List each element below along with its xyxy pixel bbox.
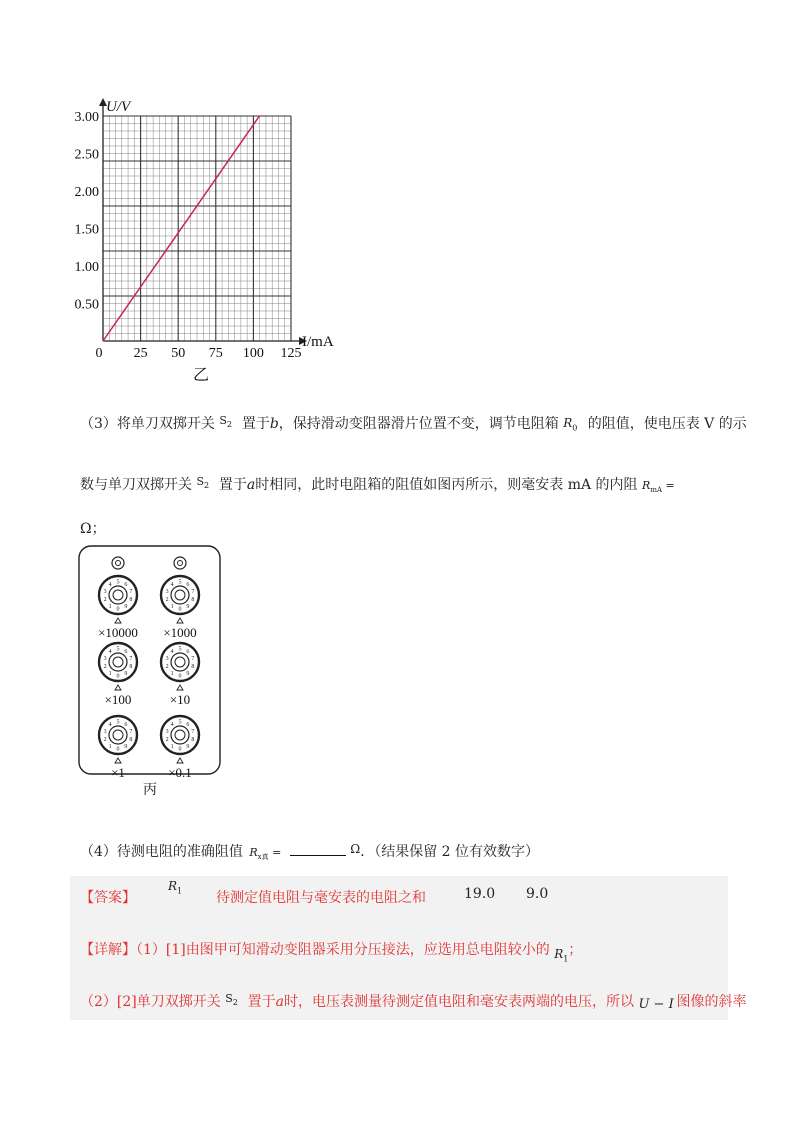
dial-digit: 2 xyxy=(165,737,169,744)
dial-digit: 2 xyxy=(103,737,107,744)
answer-text: 待测定值电阻与毫安表的电阻之和 xyxy=(216,890,426,906)
u-i-graph xyxy=(0,0,800,400)
dial-digit: 4 xyxy=(170,649,174,656)
dial-digit: 3 xyxy=(103,728,107,735)
rx-symbol: $R_{x真}$ = xyxy=(249,846,282,862)
graph-caption: 乙 xyxy=(193,367,210,384)
answer-value-2: 9.0 xyxy=(526,886,549,902)
dial-digit: 0 xyxy=(116,746,120,753)
dial-digit: 3 xyxy=(165,588,169,595)
answer-value-1: 19.0 xyxy=(464,886,496,902)
y-tick-label: 3.00 xyxy=(74,110,99,125)
y-tick-label: 2.00 xyxy=(74,185,99,200)
q3-line3: Ω； xyxy=(80,521,106,537)
dial-digit: 5 xyxy=(116,719,120,726)
dial-digit: 6 xyxy=(124,649,128,656)
dial-digit: 6 xyxy=(186,649,190,656)
dial-digit: 5 xyxy=(178,646,182,653)
dial-digit: 9 xyxy=(186,743,190,750)
q3-line1: （3）将单刀双掷开关 $S_2$ 置于b，保持滑动变阻器滑片位置不变，调节电阻箱 $R_0$ 的阻值，使电压表 V 的示 xyxy=(80,415,747,433)
dial-digit: 5 xyxy=(116,646,120,653)
answer-r1: $R_1$ xyxy=(168,879,183,896)
dial-digit: 1 xyxy=(170,743,174,750)
dial-digit: 1 xyxy=(108,603,112,610)
dial-digit: 4 xyxy=(108,582,112,589)
answer-blank[interactable] xyxy=(290,841,346,856)
dial-digit: 9 xyxy=(124,603,128,610)
dial-digit: 8 xyxy=(129,737,133,744)
dial-digit: 4 xyxy=(170,582,174,589)
dial-multiplier-label: ×100 xyxy=(104,692,132,707)
resistance-box xyxy=(70,540,230,802)
dial-digit: 1 xyxy=(170,603,174,610)
x-tick-label: 0 xyxy=(95,346,103,361)
dial-digit: 9 xyxy=(186,603,190,610)
dial-digit: 1 xyxy=(108,670,112,677)
dial-digit: 7 xyxy=(191,655,195,662)
dial-digit: 3 xyxy=(165,655,169,662)
x-tick-label: 125 xyxy=(280,346,302,361)
resistance-box-caption: 丙 xyxy=(143,783,157,798)
dial-digit: 0 xyxy=(178,673,182,680)
minor-grid xyxy=(103,116,291,341)
dial xyxy=(98,576,138,640)
dial xyxy=(161,576,199,640)
y-axis-label: U/V xyxy=(106,99,131,115)
detail-ui: U − I xyxy=(638,997,674,1012)
dial-digit: 7 xyxy=(191,588,195,595)
dial-digit: 4 xyxy=(108,722,112,729)
dial-digit: 7 xyxy=(129,655,133,662)
dial-digit: 0 xyxy=(178,746,182,753)
x-tick-label: 100 xyxy=(242,346,264,361)
x-tick-label: 50 xyxy=(171,346,186,361)
detail-line2: （2）[2]单刀双掷开关 $S_2$ 置于a时，电压表测量待测定值电阻和毫安表两端的电压，所以 U − I 图像的斜率 xyxy=(80,992,747,1012)
dial-digit: 7 xyxy=(191,728,195,735)
dial-digit: 4 xyxy=(170,722,174,729)
rma-symbol: $R_{mA}$ = xyxy=(642,479,675,495)
dial-digit: 2 xyxy=(103,664,107,671)
dial-digit: 2 xyxy=(165,597,169,604)
dial-digit: 9 xyxy=(186,670,190,677)
detail-r1: $R_1$ xyxy=(554,947,569,964)
dial-multiplier-label: ×10000 xyxy=(98,625,138,640)
dial-digit: 4 xyxy=(108,649,112,656)
y-tick-label: 1.50 xyxy=(74,222,99,238)
dial-digit: 6 xyxy=(186,722,190,729)
dial-digit: 3 xyxy=(103,588,107,595)
dial-digit: 8 xyxy=(191,664,195,671)
detail-line1: 【详解】（1）[1]由图甲可知滑动变阻器采用分压接法，应选用总电阻较小的 $R_1$ ； xyxy=(80,941,582,959)
x-axis-label: I/mA xyxy=(302,334,334,350)
s2-symbol-2: $S_2$ xyxy=(196,475,210,491)
q3-line2: 数与单刀双掷开关 $S_2$ 置于a时相同，此时电阻箱的阻值如图丙所示，则毫安表 mA 的内阻 $R_{mA}$ = xyxy=(80,476,686,494)
dial-digit: 2 xyxy=(103,597,107,604)
dial-digit: 7 xyxy=(129,728,133,735)
dial-digit: 6 xyxy=(124,722,128,729)
x-tick-label: 25 xyxy=(133,346,148,361)
y-tick-label: 1.00 xyxy=(74,260,99,275)
dial-multiplier-label: ×1 xyxy=(111,765,125,780)
dial-digit: 1 xyxy=(108,743,112,750)
dial-digit: 0 xyxy=(116,606,120,613)
dial-digit: 8 xyxy=(191,597,195,604)
s2-symbol: $S_2$ xyxy=(219,414,233,430)
dial-digit: 8 xyxy=(191,737,195,744)
dial xyxy=(99,643,137,707)
answer-label: 【答案】 xyxy=(80,890,136,906)
dial-digit: 8 xyxy=(129,664,133,671)
y-tick-label: 2.50 xyxy=(74,147,99,163)
dial-digit: 1 xyxy=(170,670,174,677)
dial-digit: 5 xyxy=(178,579,182,586)
r0-symbol: $R_0$ xyxy=(563,416,578,433)
dial-digit: 2 xyxy=(165,664,169,671)
tick-labels xyxy=(75,110,302,361)
dial-digit: 5 xyxy=(116,579,120,586)
dial-multiplier-label: ×10 xyxy=(169,692,191,707)
detail-s2: $S_2$ xyxy=(225,992,238,1008)
axes xyxy=(99,98,307,345)
dial-multiplier-label: ×0.1 xyxy=(168,765,192,780)
dial-digit: 0 xyxy=(116,673,120,680)
dial-digit: 9 xyxy=(124,743,128,750)
dial-digit: 7 xyxy=(129,588,133,595)
dial-digit: 3 xyxy=(103,655,107,662)
dial-digit: 5 xyxy=(178,719,182,726)
dial-digit: 9 xyxy=(124,670,128,677)
q4-line: （4）待测电阻的准确阻值 $R_{x真}$ = Ω．（结果保留 2 位有效数字） xyxy=(80,841,539,861)
dial-digit: 0 xyxy=(178,606,182,613)
dial-digit: 6 xyxy=(124,582,128,589)
dial-digit: 6 xyxy=(186,582,190,589)
dial-digit: 3 xyxy=(165,728,169,735)
y-tick-label: 0.50 xyxy=(74,297,99,313)
dial-multiplier-label: ×1000 xyxy=(163,625,197,640)
x-tick-label: 75 xyxy=(208,346,223,361)
dial-digit: 8 xyxy=(129,597,133,604)
